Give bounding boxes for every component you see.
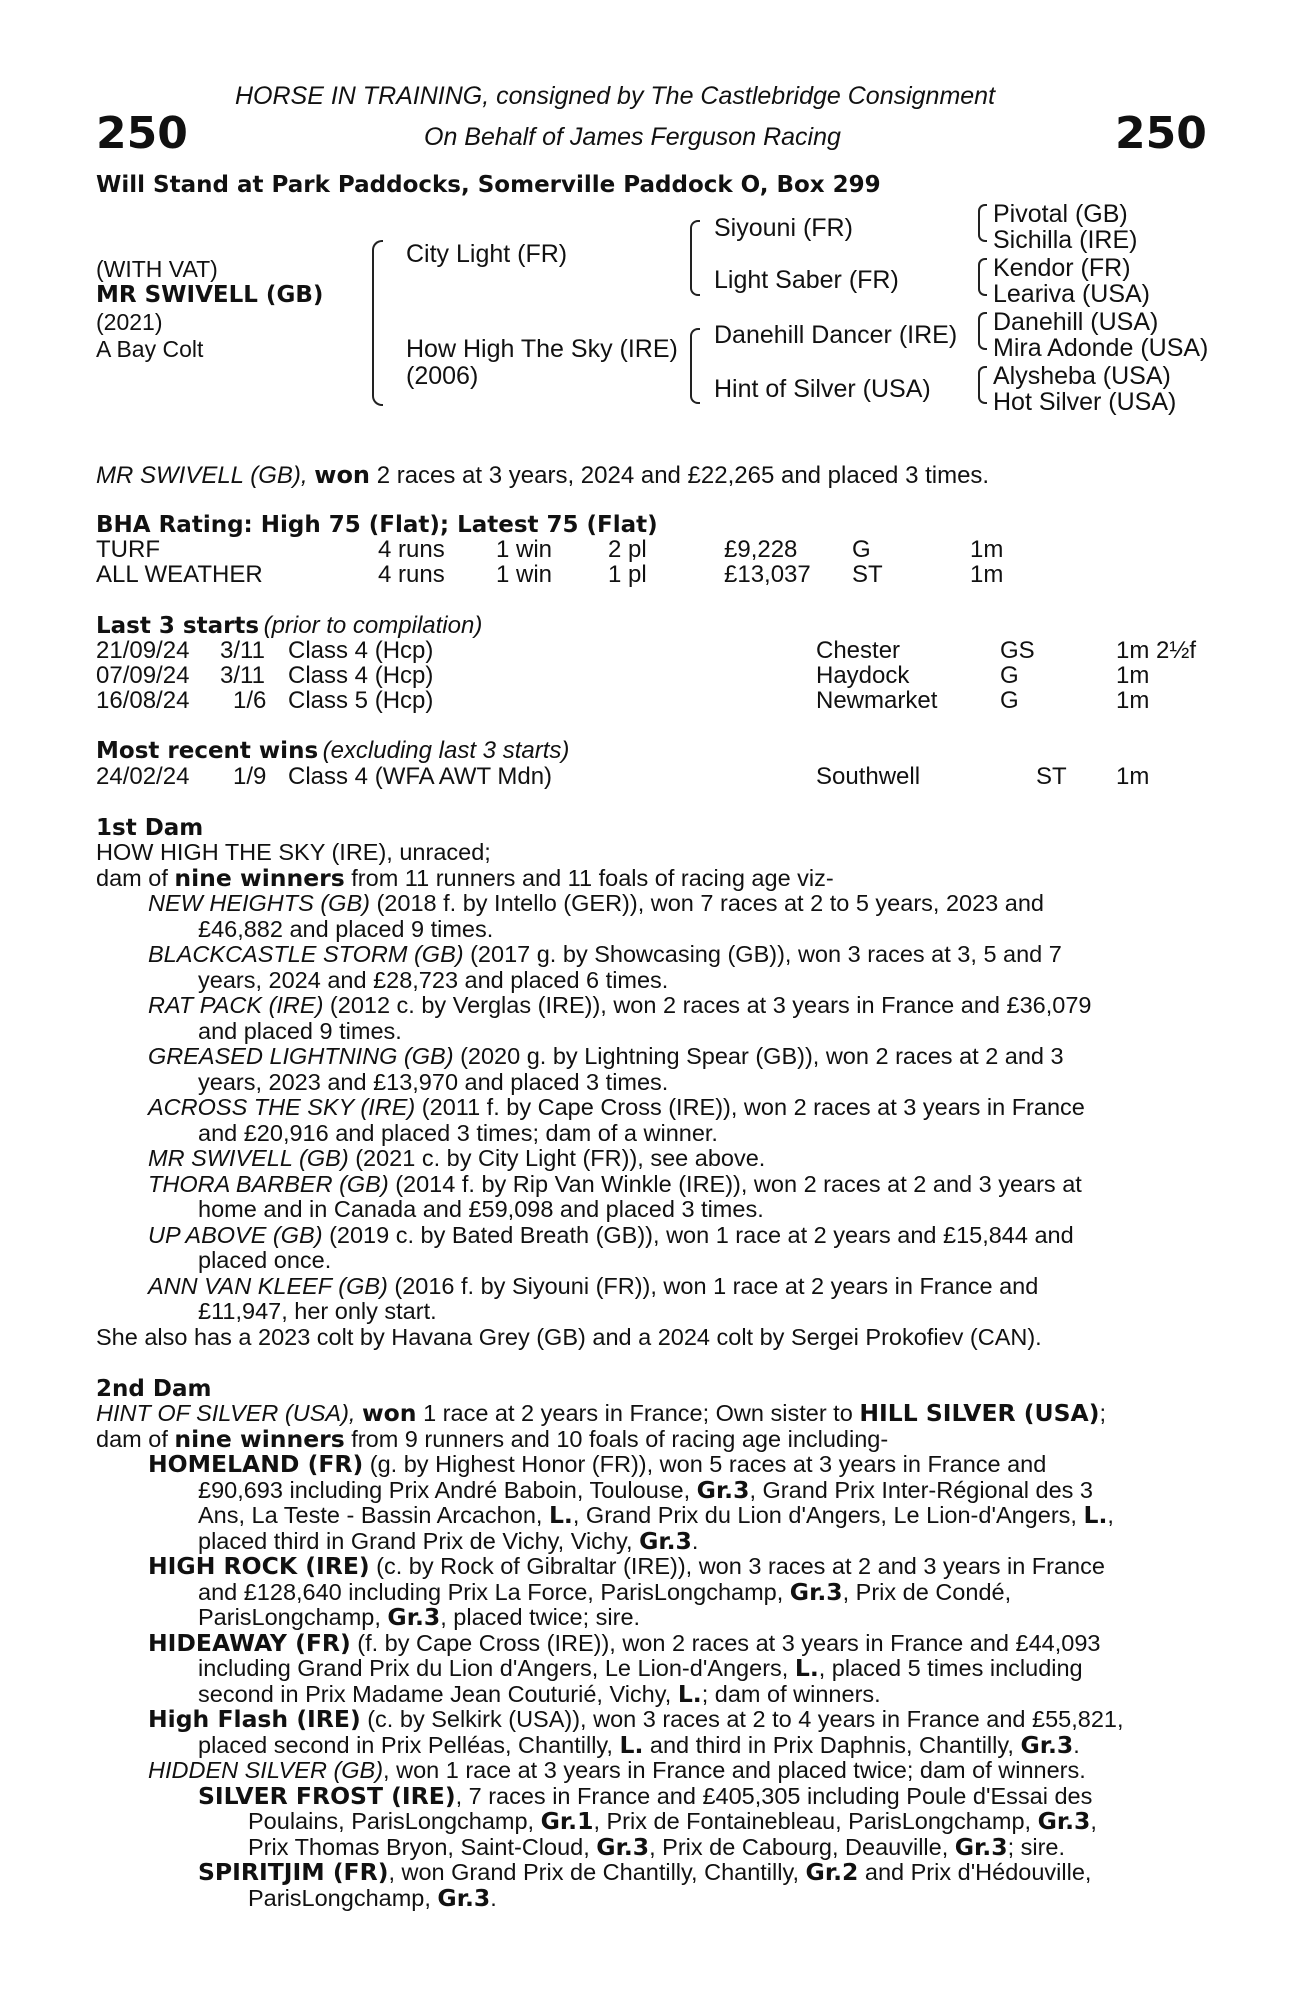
horse-name: MR SWIVELL (GB) (96, 282, 324, 308)
lot-number-left: 250 (96, 108, 188, 159)
race-summary: MR SWIVELL (GB), won 2 races at 3 years, 2024 and £22,265 and placed 3 times. (96, 461, 990, 489)
first-dam-heading: 1st Dam (96, 815, 204, 841)
sire-dam-sire: Kendor (FR) (993, 254, 1131, 282)
lot-number-right: 250 (1115, 108, 1207, 159)
consignor-line: HORSE IN TRAINING, consigned by The Castlebridge Consignment (235, 82, 996, 110)
behalf-line: On Behalf of James Ferguson Racing (424, 123, 841, 151)
sire-sire-sire: Pivotal (GB) (993, 200, 1128, 228)
sire-dam-dam: Leariva (USA) (993, 280, 1150, 308)
pedigree-brace-ds (978, 312, 987, 350)
dam-sire-sire: Danehill (USA) (993, 308, 1159, 336)
last3-heading: Last 3 starts (prior to compilation) (96, 612, 483, 639)
horse-description: A Bay Colt (96, 336, 204, 362)
first-dam-closing: She also has a 2023 colt by Havana Grey (GB) and a 2024 colt by Sergei Prokofiev (CAN). (96, 1323, 1042, 1350)
rating-title: BHA Rating: High 75 (Flat); Latest 75 (Flat) (96, 512, 658, 538)
dam-sire: Danehill Dancer (IRE) (714, 321, 958, 349)
recent-wins-heading: Most recent wins (excluding last 3 starts) (96, 737, 570, 764)
stand-location: Will Stand at Park Paddocks, Somerville Paddock O, Box 299 (96, 172, 881, 198)
dam-dam: Hint of Silver (USA) (714, 375, 931, 403)
dam-sire-dam: Mira Adonde (USA) (993, 334, 1209, 362)
pedigree-brace-ss (978, 204, 987, 242)
pedigree-brace-sire (690, 220, 700, 296)
dam-dam-dam: Hot Silver (USA) (993, 388, 1177, 416)
dam-dam-sire: Alysheba (USA) (993, 362, 1171, 390)
sire-sire-dam: Sichilla (IRE) (993, 226, 1138, 254)
vat-note: (WITH VAT) (96, 256, 218, 282)
sire-dam: Light Saber (FR) (714, 266, 899, 294)
sire-sire: Siyouni (FR) (714, 214, 853, 242)
pedigree-brace-dd (978, 366, 987, 404)
sire: City Light (FR) (406, 240, 568, 268)
pedigree-brace-main (372, 240, 383, 406)
dam-year: (2006) (406, 362, 479, 390)
dam: How High The Sky (IRE) (406, 335, 678, 363)
horse-year: (2021) (96, 309, 163, 335)
pedigree-brace-sd (978, 258, 987, 296)
second-dam-heading: 2nd Dam (96, 1376, 212, 1402)
pedigree-brace-dam (690, 328, 700, 404)
